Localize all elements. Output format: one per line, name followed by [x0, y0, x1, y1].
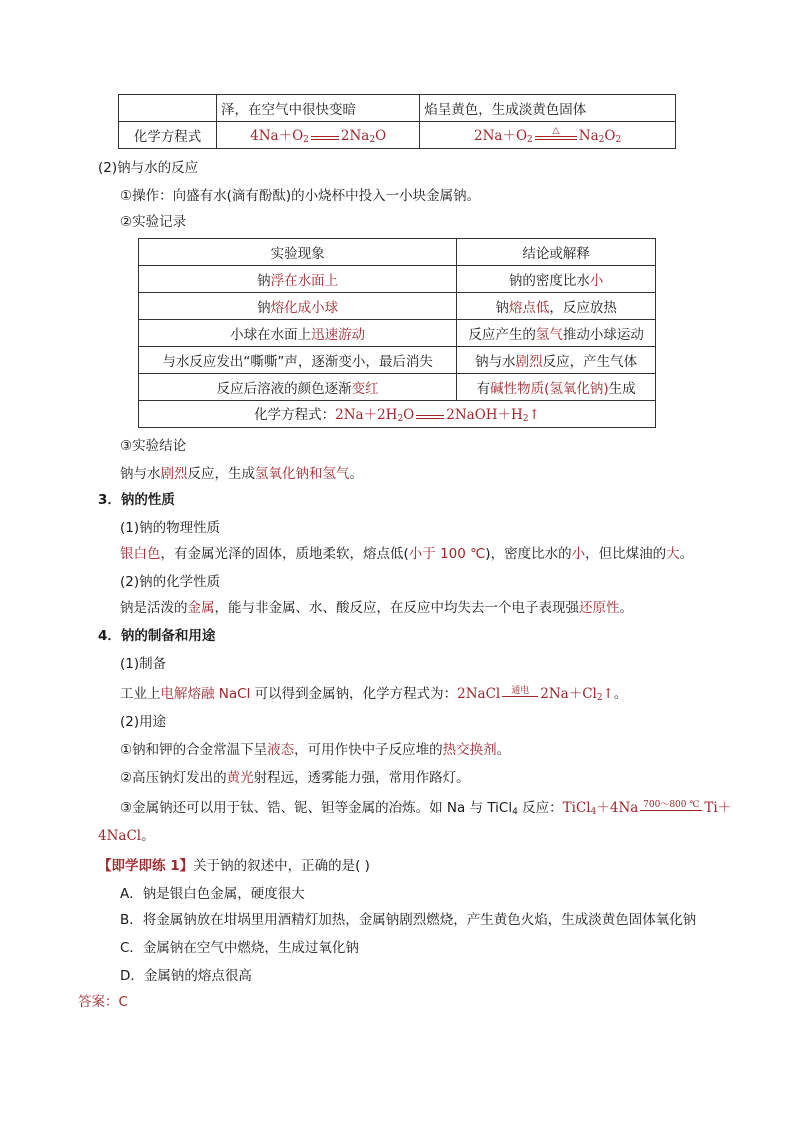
phenomenon-cell: 与水反应发出“嘶嘶”声，逐渐变小，最后消失: [139, 347, 457, 374]
equation-cell: 化学方程式：$2Na+2H_2O$ $2NaOH+H_2↑$: [139, 401, 656, 428]
explanation-cell: 钠熔点低，反应放热: [457, 293, 656, 320]
row-label: 化学方程式: [119, 122, 217, 149]
equation-cell: $2Na+O_2$ △ $Na_2O_2$: [420, 122, 676, 149]
heading: 3．钠的性质: [98, 492, 175, 508]
table-row: [119, 95, 676, 122]
paragraph: 4NaCl。: [98, 828, 155, 844]
paragraph: ②高压钠灯发出的黄光射程远，透雾能力强，常用作路灯。: [120, 770, 470, 786]
paragraph: 钠是活泼的金属，能与非金属、水、酸反应，在反应中均失去一个电子表现强还原性。: [120, 600, 633, 616]
paragraph: ②实验记录: [120, 214, 187, 230]
reaction-arrow: 通电: [502, 686, 538, 703]
table-cell: 焰呈黄色，生成淡黄色固体: [420, 95, 676, 122]
column-header: 结论或解释: [457, 239, 656, 266]
experiment-table: [138, 238, 656, 428]
section-title: ③实验结论: [120, 438, 187, 454]
table-row: [139, 293, 656, 320]
exercise-question: 【即学即练 1】关于钠的叙述中，正确的是( ): [98, 858, 370, 874]
explanation-cell: 有碱性物质(氢氧化钠)生成: [457, 374, 656, 401]
table-header-row: [139, 239, 656, 266]
option: A．钠是银白色金属，硬度很大: [120, 886, 305, 902]
table-row: [139, 347, 656, 374]
row-label: [119, 95, 217, 122]
option: B．将金属钠放在坩埚里用酒精灯加热，金属钠剧烈燃烧，产生黄色火焰，生成淡黄色固体氧化钠: [120, 912, 697, 928]
phenomenon-cell: 反应后溶液的颜色逐渐变红: [139, 374, 457, 401]
explanation-cell: 反应产生的氢气推动小球运动: [457, 320, 656, 347]
reaction-arrow: △: [535, 126, 577, 146]
paragraph: 钠与水剧烈反应，生成氢氧化钠和氢气。: [120, 466, 363, 482]
paragraph: 银白色，有金属光泽的固体，质地柔软，熔点低(小于 100 ℃)，密度比水的小，但比煤油的大。: [120, 546, 694, 562]
explanation-cell: 钠的密度比水小: [457, 266, 656, 293]
properties-table: [118, 94, 676, 149]
table-cell: 泽，在空气中很快变暗: [217, 95, 420, 122]
paragraph: ①钠和钾的合金常温下呈液态，可用作快中子反应堆的热交换剂。: [120, 742, 511, 758]
paragraph: 工业上电解熔融 NaCl 可以得到金属钠，化学方程式为：2NaCl 通电 $2Na+Cl_2↑$。: [120, 686, 628, 703]
section-title: (2)钠的化学性质: [120, 574, 221, 590]
paragraph: ①操作：向盛有水(滴有酚酞)的小烧杯中投入一小块金属钠。: [120, 188, 481, 204]
phenomenon-cell: 小球在水面上迅速游动: [139, 320, 457, 347]
table-row: [119, 122, 676, 149]
table-row: [139, 320, 656, 347]
reaction-arrow: 700～800 ℃: [640, 800, 702, 817]
paragraph: ③金属钠还可以用于钛、锆、铌、钽等金属的冶炼。如 Na 与 TiCl$_4$ 反应：TiCl$_4$＋4Na 700～800 ℃ Ti＋: [120, 800, 732, 817]
heading: 4．钠的制备和用途: [98, 628, 216, 644]
phenomenon-cell: 钠熔化成小球: [139, 293, 457, 320]
option: D．金属钠的熔点很高: [120, 968, 252, 984]
section-title: (2)钠与水的反应: [98, 160, 199, 176]
section-title: (1)制备: [120, 656, 167, 672]
table-row: [139, 266, 656, 293]
reaction-arrow: [416, 405, 444, 425]
section-title: (2)用途: [120, 714, 167, 730]
reaction-arrow: [311, 126, 339, 146]
column-header: 实验现象: [139, 239, 457, 266]
table-row: [139, 401, 656, 428]
section-title: (1)钠的物理性质: [120, 520, 221, 536]
equation-cell: $4Na+O_2$ $2Na_2O$: [217, 122, 420, 149]
table-row: [139, 374, 656, 401]
option: C．金属钠在空气中燃烧，生成过氧化钠: [120, 940, 359, 956]
answer: 答案：C: [78, 994, 128, 1010]
explanation-cell: 钠与水剧烈反应，产生气体: [457, 347, 656, 374]
phenomenon-cell: 钠浮在水面上: [139, 266, 457, 293]
exercise-tag: 【即学即练 1】: [98, 858, 194, 874]
